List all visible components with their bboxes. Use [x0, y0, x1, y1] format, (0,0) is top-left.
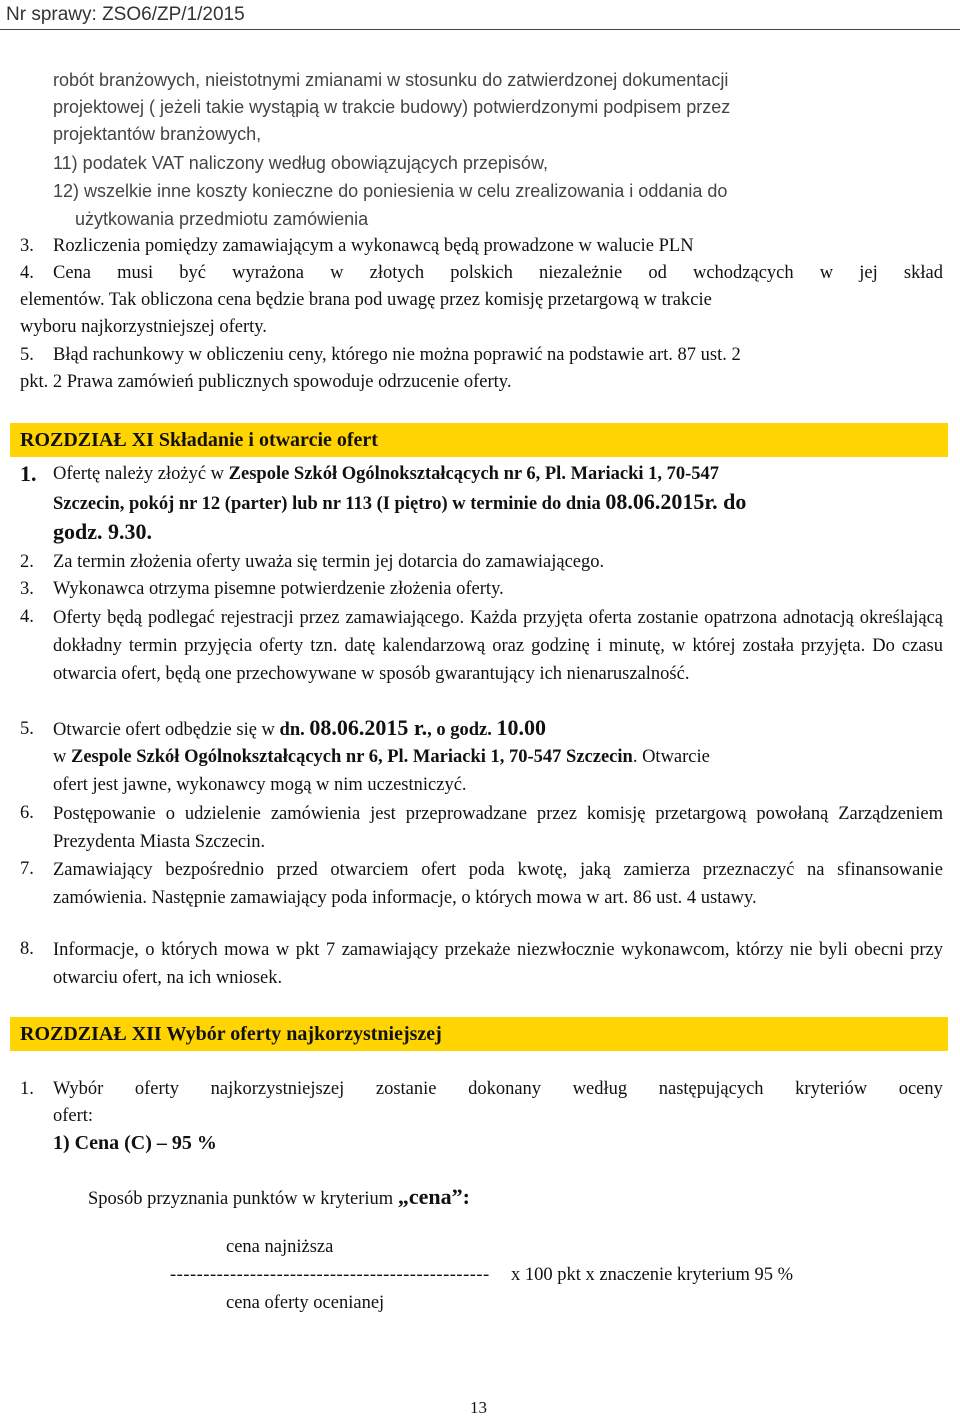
c12-i1-line-2: ofert: [53, 1106, 94, 1126]
c11-i6-text: Postępowanie o udzielenie zamówienia jest przeprowadzane przez komisję przetargową powołaną Zarządzeniem Prezydenta Miasta Szczecin. [53, 804, 943, 852]
p4-word: skład [903, 263, 943, 283]
c12-i1-word: oceny [898, 1079, 943, 1099]
p4-number: 4. [20, 263, 34, 283]
p3-number: 3. [20, 236, 34, 256]
intro-line-2: projektowej ( jeżeli takie wystąpią w trakcie budowy) potwierdzonymi podpisem przez [53, 97, 731, 117]
chapter-12-heading: ROZDZIAŁ XII Wybór oferty najkorzystniejszej [10, 1017, 948, 1051]
c12-i1-word: kryteriów [795, 1079, 868, 1099]
p4-word: być [179, 263, 206, 283]
case-number: Nr sprawy: ZSO6/ZP/1/2015 [6, 4, 245, 25]
c11-i1-line-1 [53, 461, 719, 487]
p4-word: w [819, 263, 834, 283]
c11-i5-school: Zespole Szkół Ogólnokształcących nr 6, Pl. Mariacki 1, 70-547 Szczecin [71, 747, 633, 767]
p4-word: niezależnie [539, 263, 623, 283]
formula-denominator: cena oferty ocenianej [226, 1293, 385, 1313]
c12-i1-line-1 [53, 1076, 943, 1102]
p4-word: od [648, 263, 667, 283]
scoring-method [88, 1184, 470, 1212]
formula-numerator: cena najniższa [226, 1237, 334, 1257]
c11-i3-text: Wykonawca otrzyma pisemne potwierdzenie złożenia oferty. [53, 579, 504, 599]
c11-i1-a: Ofertę należy złożyć w [53, 464, 229, 484]
p4-line-2: elementów. Tak obliczona cena będzie brana pod uwagę przez komisję przetargową w trakcie [20, 290, 712, 310]
c11-i3-number: 3. [20, 579, 34, 599]
c12-i1-word: zostanie [375, 1079, 437, 1099]
c11-i6-number: 6. [20, 803, 34, 823]
c11-i5-d: , o godz. [427, 720, 497, 740]
intro-line-3: projektantów branżowych, [53, 124, 262, 144]
p4-line-1 [53, 260, 943, 286]
p5-number: 5. [20, 345, 34, 365]
c11-i5-f: w [53, 747, 71, 767]
p4-word: jej [859, 263, 878, 283]
c11-i5-date: 08.06.2015 r. [309, 715, 428, 740]
p4-word: wchodzących [692, 263, 794, 283]
c11-i8-number: 8. [20, 939, 34, 959]
c11-i2-number: 2. [20, 552, 34, 572]
c11-i1-time: godz. 9.30. [53, 519, 152, 544]
page-header [0, 0, 960, 30]
c11-i7-number: 7. [20, 859, 34, 879]
scoring-method-b: „cena”: [397, 1184, 470, 1209]
c12-i1-word: oferty [134, 1079, 180, 1099]
c11-i5-b: dn. [279, 720, 310, 740]
page-number: 13 [470, 1398, 487, 1417]
p4-word: Cena [53, 263, 92, 283]
p5-line-1: Błąd rachunkowy w obliczeniu ceny, którego nie można poprawić na podstawie art. 87 ust. 2 [53, 345, 741, 365]
p4-line-3: wyboru najkorzystniejszej oferty. [20, 317, 267, 337]
p3-text: Rozliczenia pomiędzy zamawiającym a wykonawcą będą prowadzone w walucie PLN [53, 236, 694, 256]
c12-i1-word: Wybór [53, 1079, 104, 1099]
c11-i1-line-2 [53, 489, 746, 517]
formula-dashes: ------------------------------------------------ [170, 1265, 490, 1285]
p4-word: wyrażona [232, 263, 304, 283]
c11-i5-h: . Otwarcie [632, 747, 710, 767]
c12-i1-number: 1. [20, 1079, 34, 1099]
scoring-method-a: Sposób przyznania punktów w kryterium [88, 1189, 398, 1209]
p4-word: polskich [450, 263, 513, 283]
c12-i1-word: najkorzystniejszej [210, 1079, 345, 1099]
c11-i4-number: 4. [20, 607, 34, 627]
c11-i7-text: Zamawiający bezpośrednio przed otwarciem ofert poda kwotę, jaką zamierza przeznaczyć na sfinansowanie zamówienia. Następnie zamawiający poda informacje, o których mowa w art. 86 ust. 4 ustawy. [53, 860, 943, 908]
chapter-11-heading: ROZDZIAŁ XI Składanie i otwarcie ofert [10, 423, 948, 457]
p5-line-2: pkt. 2 Prawa zamówień publicznych spowoduje odrzucenie oferty. [20, 372, 512, 392]
c11-i1-date: 08.06.2015r. do [605, 489, 747, 514]
c12-i1-word: według [572, 1079, 628, 1099]
c11-i1-b: Zespole Szkół Ogólnokształcących nr 6, Pl. Mariacki 1, 70-547 [228, 464, 720, 484]
intro-item-12b: użytkowania przedmiotu zamówienia [75, 209, 369, 229]
p4-word: w [330, 263, 344, 283]
c11-i4-text: Oferty będą podlegać rejestracji przez zamawiającego. Każda przyjęta oferta zostanie opatrzona adnotacją określającą dokładny termin przyjęcia oferty tzn. datę kalendarzową oraz godzinę i minutę, w której została przyjęta. Do czasu otwarcia ofert, będą one przechowywane w sposób gwarantujący ich nienaruszalność. [53, 608, 943, 684]
p4-word: musi [117, 263, 154, 283]
c12-i1-word: następujących [658, 1079, 764, 1099]
c11-i8-text: Informacje, o których mowa w pkt 7 zamawiający przekaże niezwłocznie wykonawcom, którzy nie byli obecni przy otwarciu ofert, na ich wniosek. [53, 940, 943, 988]
intro-item-12a: 12) wszelkie inne koszty konieczne do poniesienia w celu zrealizowania i oddania do [53, 181, 728, 201]
c11-i5-a: Otwarcie ofert odbędzie się w [53, 720, 280, 740]
p4-word: złotych [369, 263, 425, 283]
formula-multiplier: x 100 pkt x znaczenie kryterium 95 % [511, 1265, 794, 1285]
c11-i2-text: Za termin złożenia oferty uważa się termin jej dotarcia do zamawiającego. [53, 552, 605, 572]
c11-i5-line-1 [53, 715, 546, 743]
c12-i1-word: dokonany [468, 1079, 542, 1099]
c11-i1-line-3 [53, 519, 152, 547]
c11-i5-line-2 [53, 744, 710, 770]
c11-i5-time: 10.00 [496, 715, 546, 740]
c11-i5-number: 5. [20, 719, 34, 739]
criterion-price: 1) Cena (C) – 95 % [53, 1132, 217, 1154]
intro-item-11: 11) podatek VAT naliczony według obowiązujących przepisów, [53, 153, 548, 173]
c11-i1-number: 1. [20, 461, 37, 486]
c11-i1-c: Szczecin, pokój nr 12 (parter) lub nr 113 (I piętro) w terminie do dnia [53, 494, 606, 514]
intro-line-1: robót branżowych, nieistotnymi zmianami w stosunku do zatwierdzonej dokumentacji [53, 70, 729, 90]
c11-i5-line-3: ofert jest jawne, wykonawcy mogą w nim uczestniczyć. [53, 775, 467, 795]
